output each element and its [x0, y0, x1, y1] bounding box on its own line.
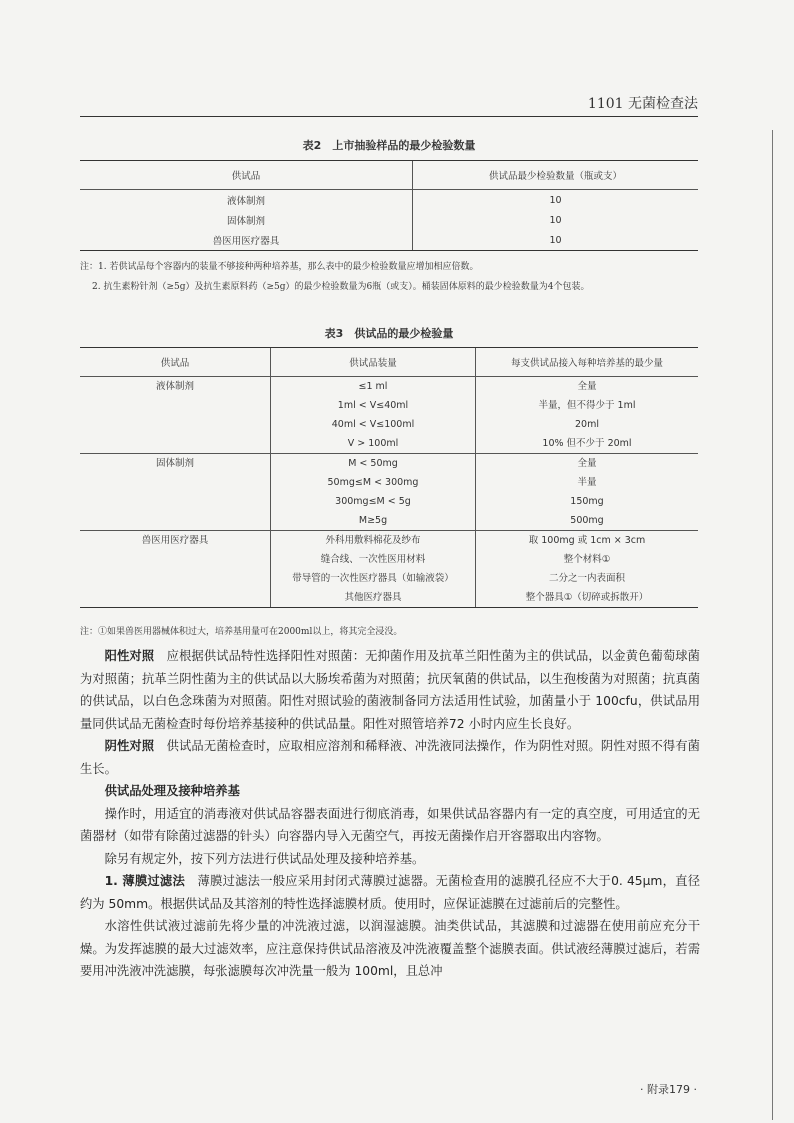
header-title: 1101 无菌检查法	[587, 96, 698, 112]
table3-group-name: 液体制剂	[155, 381, 194, 392]
table2-cell: 兽医用医疗器具	[80, 230, 413, 251]
paragraph: 水溶性供试液过滤前先将少量的冲洗液过滤，以润湿滤膜。油类供试品，其滤膜和过滤器在使用前应充分干燥。为发挥滤膜的最大过滤效率，应注意保持供试品溶液及冲洗液覆盖整个滤膜表面。供试液经薄膜过滤后，若需要用冲洗液冲洗滤膜，每张滤膜每次冲洗量一般为 100ml，且总冲	[80, 919, 700, 978]
table3-amount-list: M < 50mg 50mg≤M < 300mg 300mg≤M < 5g M≥5g	[271, 454, 476, 531]
table3-caption: 表3 供试品的最少检验量	[324, 327, 454, 340]
page-edge-line	[772, 130, 773, 1120]
table2-header-sample: 供试品	[80, 161, 413, 190]
table3-header-minimum: 每支供试品接入每种培养基的最少量	[476, 348, 699, 377]
negative-control-heading: 阴性对照	[104, 739, 155, 753]
table3-minimum-list: 取 100mg 或 1cm × 3cm 整个材料① 二分之一内表面积 整个器具①（切碎或拆散开）	[476, 531, 699, 608]
table2-header-count: 供试品最少检验数量（瓶或支）	[413, 161, 699, 190]
table3-minimum-list: 全量 半量，但不得少于 1ml 20ml 10% 但不少于 20ml	[476, 377, 699, 454]
table3-minimum-list: 全量 半量 150mg 500mg	[476, 454, 699, 531]
table3-note: 注：①如果兽医用器械体积过大，培养基用量可在2000ml以上，将其完全浸没。	[80, 627, 403, 637]
page-number: · 附录179 ·	[640, 1083, 697, 1096]
table-row	[80, 377, 698, 454]
table3-header-amount: 供试品装量	[271, 348, 476, 377]
table-row	[80, 230, 698, 251]
table2	[80, 160, 698, 251]
membrane-text: 薄膜过滤法一般应采用封闭式薄膜过滤器。无菌检查用的滤膜孔径应不大于0. 45μm，直径约为 50mm。根据供试品及其溶剂的特性选择滤膜材质。使用时，应保证滤膜在过滤前后的完整性。	[80, 874, 700, 911]
section-title: 供试品处理及接种培养基	[104, 784, 240, 798]
table3	[80, 347, 698, 608]
table-row	[80, 454, 698, 531]
table2-cell: 10	[413, 230, 699, 251]
body-text	[80, 645, 700, 983]
membrane-heading: 1. 薄膜过滤法	[104, 874, 185, 888]
table2-cell: 固体制剂	[226, 216, 265, 227]
table2-cell: 10	[413, 210, 699, 230]
negative-control-paragraph	[80, 735, 700, 780]
table2-note-1: 注：1. 若供试品每个容器内的装量不够接种两种培养基，那么表中的最少检验数量应增加相应倍数。	[80, 262, 479, 272]
table2-cell: 液体制剂	[226, 196, 265, 207]
table-row	[80, 210, 698, 230]
positive-control-paragraph	[80, 645, 700, 735]
table-row	[80, 190, 698, 211]
positive-control-heading: 阳性对照	[104, 649, 155, 663]
positive-control-text: 应根据供试品特性选择阳性对照菌：无抑菌作用及抗革兰阳性菌为主的供试品，以金黄色葡萄球菌为对照菌；抗革兰阴性菌为主的供试品以大肠埃希菌为对照菌；抗厌氧菌的供试品，以生孢梭菌为对照菌；抗真菌的供试品，以白色念珠菌为对照菌。阳性对照试验的菌液制备同方法适用性试验，加菌量小于 100cfu，供试品用量同供试品无菌检查时每份培养基接种的供试品量。阳性对照管培养72 小时内应生长良好。	[80, 649, 700, 731]
table2-note-2: 2. 抗生素粉针剂（≥5g）及抗生素原料药（≥5g）的最少检验数量为6瓶（或支）。桶装固体原料的最少检验数量为4个包装。	[92, 282, 590, 292]
table2-caption: 表2 上市抽验样品的最少检验数量	[302, 139, 476, 152]
table3-header-sample: 供试品	[80, 348, 271, 377]
table2-cell: 10	[413, 190, 699, 211]
negative-control-text: 供试品无菌检查时，应取相应溶剂和稀释液、冲洗液同法操作，作为阴性对照。阴性对照不得有菌生长。	[80, 739, 700, 776]
table3-amount-list: 外科用敷料棉花及纱布 缝合线、一次性医用材料 带导管的一次性医疗器具（如输液袋） 其他医疗器具	[271, 531, 476, 608]
table3-group-name: 固体制剂	[80, 454, 271, 531]
table3-amount-list: ≤1 ml 1ml < V≤40ml 40ml < V≤100ml V > 100ml	[271, 377, 476, 454]
membrane-paragraph	[80, 870, 700, 915]
table3-group-name: 兽医用医疗器具	[80, 531, 271, 608]
paragraph: 操作时，用适宜的消毒液对供试品容器表面进行彻底消毒，如果供试品容器内有一定的真空度，可用适宜的无菌器材（如带有除菌过滤器的针头）向容器内导入无菌空气，再按无菌操作启开容器取出内容物。	[80, 806, 700, 843]
header-rule	[80, 116, 698, 117]
paragraph: 除另有规定外，按下列方法进行供试品处理及接种培养基。	[104, 851, 425, 866]
table-row	[80, 531, 698, 608]
